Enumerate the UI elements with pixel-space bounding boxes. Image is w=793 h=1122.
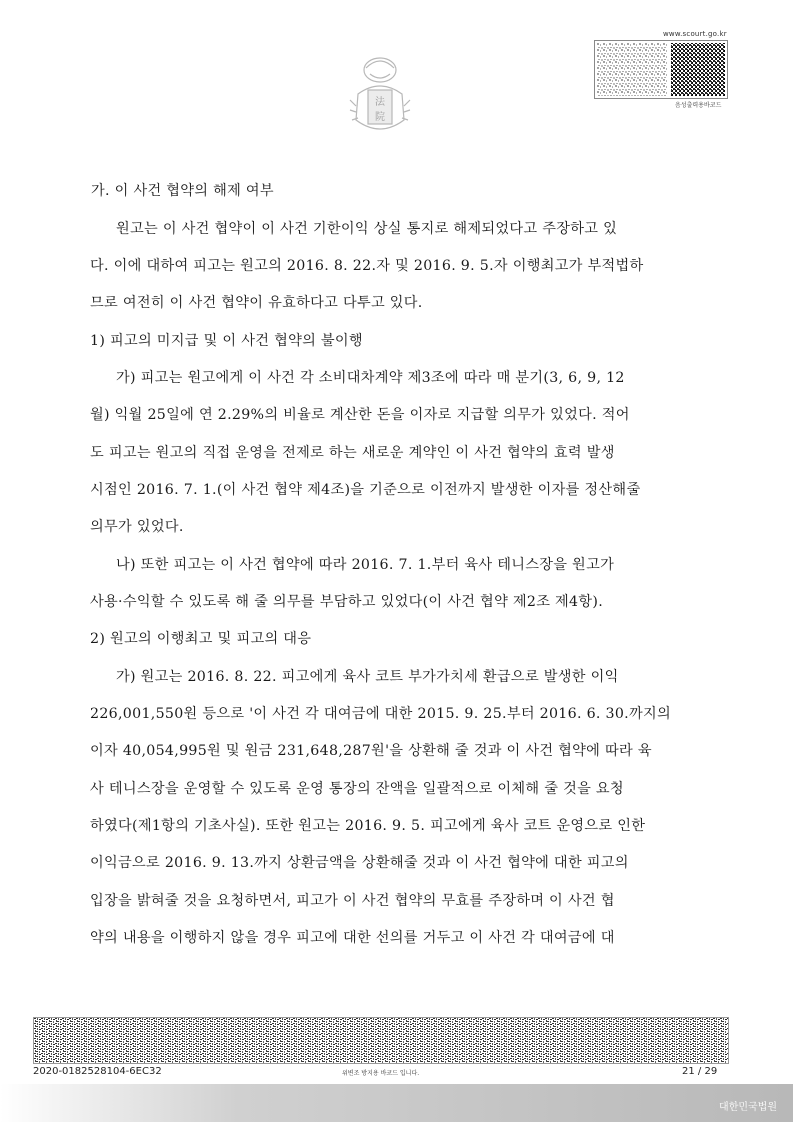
audio-barcode (594, 40, 728, 99)
text-line: 가) 원고는 2016. 8. 22. 피고에게 육사 코트 부가가치세 환급으로 발생한 이익 (116, 669, 619, 685)
barcode-pattern-right (671, 43, 725, 96)
text-line: 시점인 2016. 7. 1.(이 사건 협약 제4조)을 기준으로 이전까지 발생한 이자를 정산해줄 (90, 482, 641, 498)
text-line: 도 피고는 원고의 직접 운영을 전제로 하는 새로운 계약인 이 사건 협약의 효력 발생 (90, 445, 615, 461)
forgery-note: 위변조 방지용 바코드 입니다. (342, 1070, 420, 1077)
section-heading: 가. 이 사건 협약의 해제 여부 (91, 183, 274, 199)
text-line: 원고는 이 사건 협약이 이 사건 기한이익 상실 통지로 해제되었다고 주장하고 있 (116, 221, 618, 237)
subsection-heading: 1) 피고의 미지급 및 이 사건 협약의 불이행 (90, 333, 363, 349)
court-name: 대한민국법원 (719, 1102, 777, 1113)
text-line: 다. 이에 대하여 피고는 원고의 2016. 8. 22.자 및 2016. 9. 5.자 이행최고가 부적법하 (90, 258, 644, 274)
text-line: 하였다(제1항의 기초사실). 또한 원고는 2016. 9. 5. 피고에게 육사 코트 운영으로 인한 (90, 818, 646, 834)
text-line: 이자 40,054,995원 및 원금 231,648,287원'을 상환해 줄 것과 이 사건 협약에 따라 육 (90, 743, 652, 759)
text-line: 사용·수익할 수 있도록 해 줄 의무를 부담하고 있었다(이 사건 협약 제2조 제4항). (90, 594, 604, 610)
site-url: www.scourt.go.kr (663, 30, 727, 38)
anti-forgery-barcode (33, 1017, 729, 1064)
svg-text:法: 法 (375, 97, 385, 108)
barcode-pattern-left (597, 43, 667, 96)
text-line: 의무가 있었다. (90, 519, 184, 535)
text-line: 월) 익월 25일에 연 2.29%의 비율로 계산한 돈을 이자로 지급할 의무가 있었다. 적어 (90, 407, 630, 423)
court-footer-bar (0, 1084, 793, 1122)
barcode-caption: 음성출력용바코드 (675, 102, 722, 109)
text-line: 입장을 밝혀줄 것을 요청하면서, 피고가 이 사건 협약의 무효를 주장하며 이 사건 협 (90, 893, 615, 909)
text-line: 므로 여전히 이 사건 협약이 유효하다고 다투고 있다. (90, 295, 423, 311)
text-line: 약의 내용을 이행하지 않을 경우 피고에 대한 선의를 거두고 이 사건 각 대여금에 대 (90, 930, 615, 946)
svg-text:院: 院 (375, 112, 385, 123)
document-id: 2020-0182528104-6EC32 (33, 1066, 162, 1077)
text-line: 가) 피고는 원고에게 이 사건 각 소비대차계약 제3조에 따라 매 분기(3, 6, 9, 12 (116, 370, 625, 386)
page-number: 21 / 29 (682, 1066, 718, 1077)
subsection-heading: 2) 원고의 이행최고 및 피고의 대응 (90, 631, 312, 647)
text-line: 이익금으로 2016. 9. 13.까지 상환금액을 상환해줄 것과 이 사건 협약에 대한 피고의 (90, 855, 629, 871)
text-line: 226,001,550원 등으로 '이 사건 각 대여금에 대한 2015. 9. 25.부터 2016. 6. 30.까지의 (90, 706, 672, 722)
text-line: 사 테니스장을 운영할 수 있도록 운영 통장의 잔액을 일괄적으로 이체해 줄 것을 요청 (90, 781, 624, 797)
text-line: 나) 또한 피고는 이 사건 협약에 따라 2016. 7. 1.부터 육사 테니스장을 원고가 (116, 557, 615, 573)
court-seal-icon (344, 50, 416, 142)
